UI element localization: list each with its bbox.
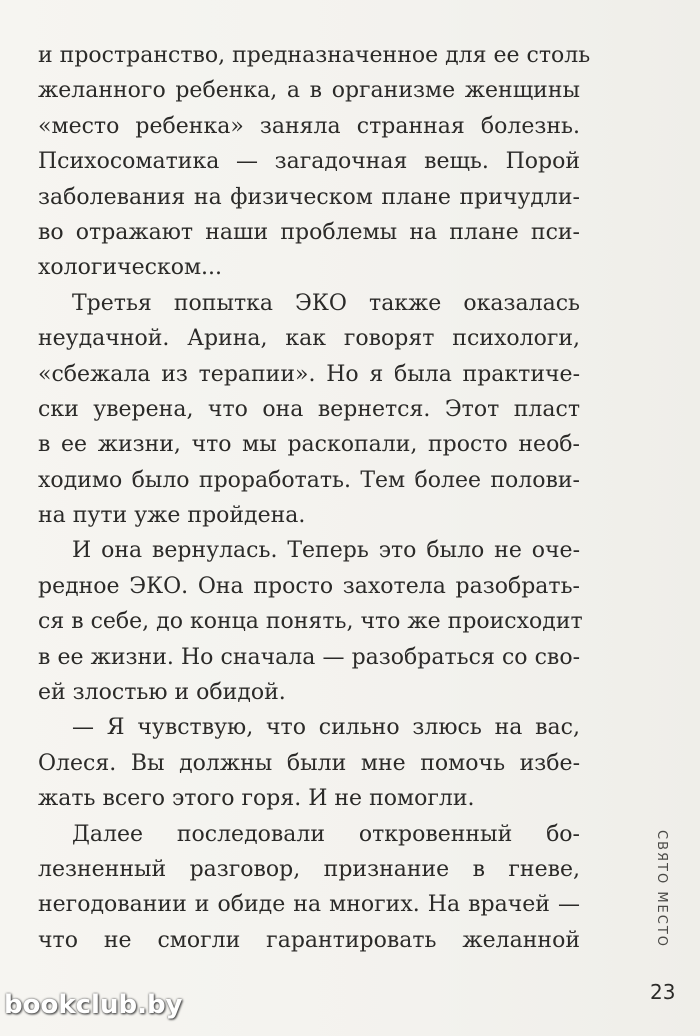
watermark-logo: bookclub.by bbox=[4, 990, 183, 1020]
text-line: в ее жизни. Но сначала — разобраться со сво- bbox=[38, 644, 580, 670]
text-line: «сбежала из терапии». Но я была практиче- bbox=[38, 361, 580, 387]
text-line: на пути уже пройдена. bbox=[38, 503, 306, 529]
text-line: ски уверена, что она вернется. Этот пласт bbox=[38, 396, 580, 422]
page-number: 23 bbox=[650, 980, 676, 1004]
text-line: ся в себе, до конца понять, что же происходит bbox=[38, 609, 583, 635]
text-line: жать всего этого горя. И не помогли. bbox=[38, 786, 475, 812]
text-line: ей злостью и обидой. bbox=[38, 680, 286, 706]
text-line: — Я чувствую, что сильно злюсь на вас, bbox=[72, 715, 580, 741]
text-line: лезненный разговор, признание в гневе, bbox=[38, 856, 580, 882]
text-line: Олеся. Вы должны были мне помочь избе- bbox=[38, 750, 580, 776]
text-line: хологическом... bbox=[38, 255, 223, 281]
text-line: во отражают наши проблемы на плане пси- bbox=[38, 219, 580, 245]
text-line: негодовании и обиде на многих. На врачей — bbox=[38, 892, 580, 918]
text-line: ходимо было проработать. Тем более полови- bbox=[38, 467, 580, 493]
text-line: редное ЭКО. Она просто захотела разобрать- bbox=[38, 573, 580, 599]
text-line: неудачной. Арина, как говорят психологи, bbox=[38, 326, 580, 352]
text-line: Психосоматика — загадочная вещь. Порой bbox=[38, 149, 580, 175]
text-line: Третья попытка ЭКО также оказалась bbox=[72, 290, 580, 316]
text-line: желанного ребенка, а в организме женщины bbox=[38, 78, 580, 104]
text-line: в ее жизни, что мы раскопали, просто необ- bbox=[38, 432, 580, 458]
text-line: «место ребенка» заняла странная болезнь. bbox=[38, 113, 580, 139]
text-line: и пространство, предназначенное для ее столь bbox=[38, 43, 591, 68]
text-line: заболевания на физическом плане причудли- bbox=[38, 184, 580, 210]
text-line: Далее последовали откровенный бо- bbox=[72, 821, 580, 847]
running-title: СВЯТО МЕСТО bbox=[654, 830, 669, 949]
text-line: И она вернулась. Теперь это было не оче- bbox=[72, 538, 580, 564]
body-text bbox=[38, 38, 591, 958]
text-line: что не смогли гарантировать желанной bbox=[38, 927, 580, 953]
